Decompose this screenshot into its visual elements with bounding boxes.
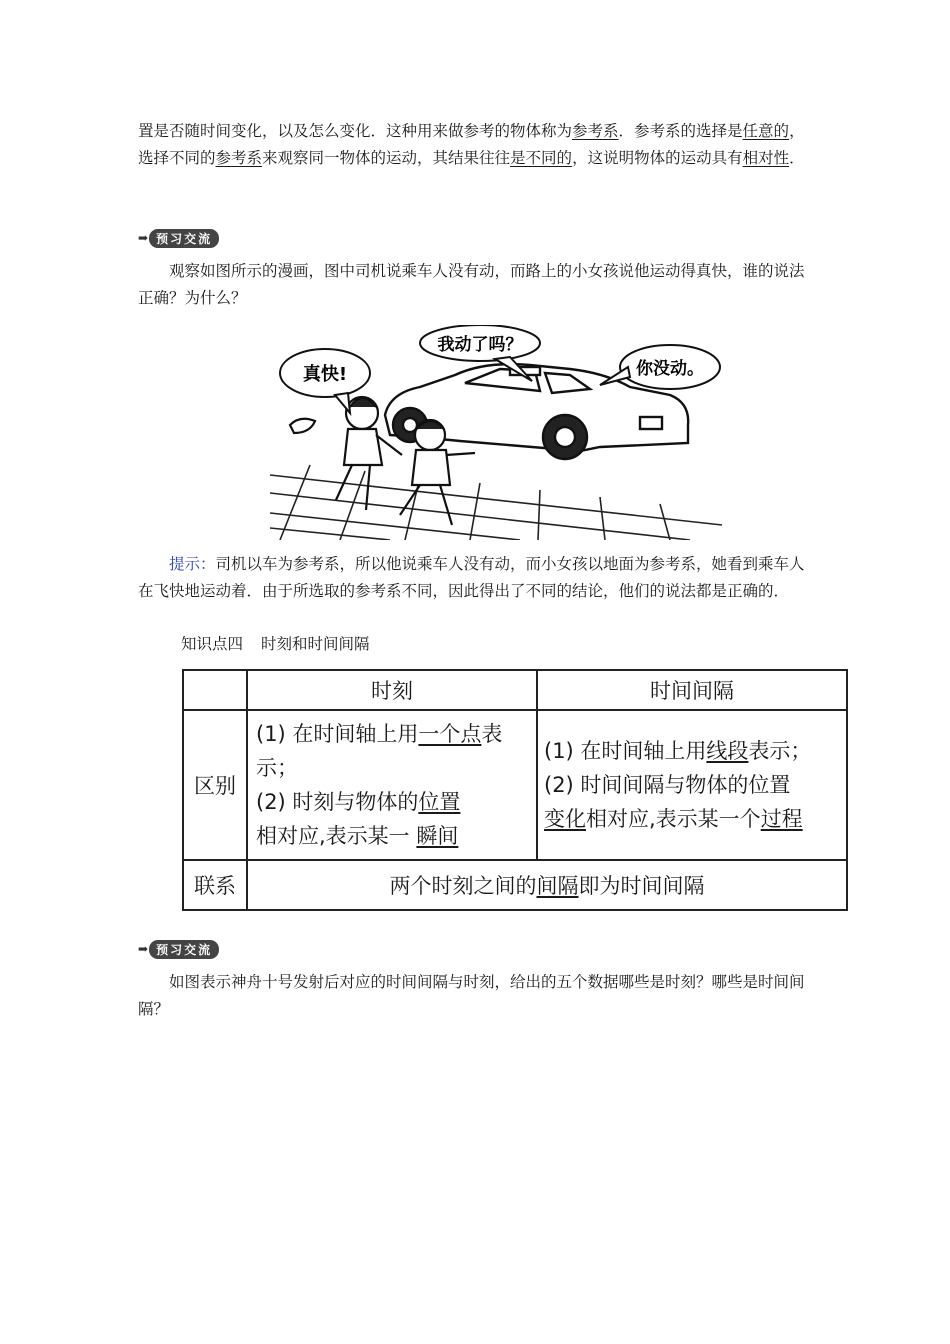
answer-blank: 间隔 — [536, 874, 579, 898]
interval-cell — [537, 710, 847, 860]
question-2: 如图表示神舟十号发射后对应的时间间隔与时刻，给出的五个数据哪些是时刻？哪些是时间间隔？ — [138, 973, 805, 1018]
intro-text: ．参考系的选择是 — [618, 122, 743, 140]
intro-text: 来观察同一物体的运动，其结果往往 — [262, 149, 511, 167]
preview-exchange-tag — [138, 228, 219, 248]
cell-text: 相对应,表示某一个 — [586, 807, 761, 831]
answer-blank: 任意的 — [742, 122, 790, 140]
hint-label: 提示： — [169, 555, 216, 573]
hint-text: 司机以车为参考系，所以他说乘车人没有动，而小女孩以地面为参考系，她看到乘车人在飞快地运动着．由于所选取的参考系不同，因此得出了不同的结论，他们的说法都是正确的． — [138, 555, 805, 600]
arrow-icon: ➡ — [138, 942, 149, 956]
cell-text: (2) 时间间隔与物体的位置 — [544, 773, 791, 797]
answer-blank: 参考系 — [215, 149, 263, 167]
intro-text: ，这说明物体的运动具有 — [572, 149, 743, 167]
answer-blank: 瞬间 — [416, 824, 459, 848]
row-header-link: 联系 — [183, 860, 247, 910]
answer-blank: 参考系 — [572, 122, 619, 140]
section-number: 知识点四 — [181, 635, 244, 653]
col-header-interval: 时间间隔 — [537, 670, 847, 710]
bubble-driver: 你没动。 — [636, 359, 704, 379]
preview-exchange-tag — [138, 939, 219, 959]
link-cell — [247, 860, 847, 910]
section-title: 时刻和时间间隔 — [261, 635, 370, 653]
arrow-icon: ➡ — [138, 231, 149, 245]
cell-text: (2) 时刻与物体的 — [256, 790, 419, 814]
tag-label: 预习交流 — [149, 229, 219, 248]
cell-text: (1) 在时间轴上用 — [544, 739, 707, 763]
hint-paragraph — [138, 551, 814, 605]
intro-text: ，选择不同的 — [138, 122, 805, 167]
section-heading — [181, 632, 388, 654]
cell-text: 表示； — [748, 739, 812, 763]
bubble-passenger: 我动了吗？ — [437, 335, 523, 355]
moment-cell — [247, 710, 537, 860]
cell-text: 表示； — [256, 722, 503, 780]
bubble-girl: 真快! — [302, 364, 348, 385]
answer-blank: 相对性 — [742, 149, 790, 167]
cell-text: (1) 在时间轴上用 — [256, 722, 419, 746]
answer-blank: 是不同的 — [510, 149, 573, 167]
answer-blank: 位置 — [418, 790, 461, 814]
table-corner — [183, 670, 247, 710]
tag-label: 预习交流 — [149, 940, 219, 959]
answer-blank: 变化 — [544, 807, 586, 831]
cartoon-illustration — [270, 325, 722, 540]
intro-paragraph — [138, 118, 814, 172]
row-header-difference: 区别 — [183, 710, 247, 860]
answer-blank: 一个点 — [418, 722, 482, 746]
intro-text: 置是否随时间变化，以及怎么变化．这种用来做参考的物体称为 — [138, 122, 573, 140]
answer-blank: 线段 — [706, 739, 749, 763]
intro-text: ． — [789, 149, 805, 167]
comparison-table — [182, 669, 848, 911]
answer-blank: 过程 — [760, 807, 803, 831]
cell-text: 相对应,表示某一 — [256, 824, 410, 848]
col-header-moment: 时刻 — [247, 670, 537, 710]
cell-text: 即为时间间隔 — [578, 874, 705, 898]
question-1: 观察如图所示的漫画，图中司机说乘车人没有动，而路上的小女孩说他运动得真快，谁的说法正确？为什么？ — [138, 262, 805, 307]
cell-text: 两个时刻之间的 — [389, 874, 537, 898]
